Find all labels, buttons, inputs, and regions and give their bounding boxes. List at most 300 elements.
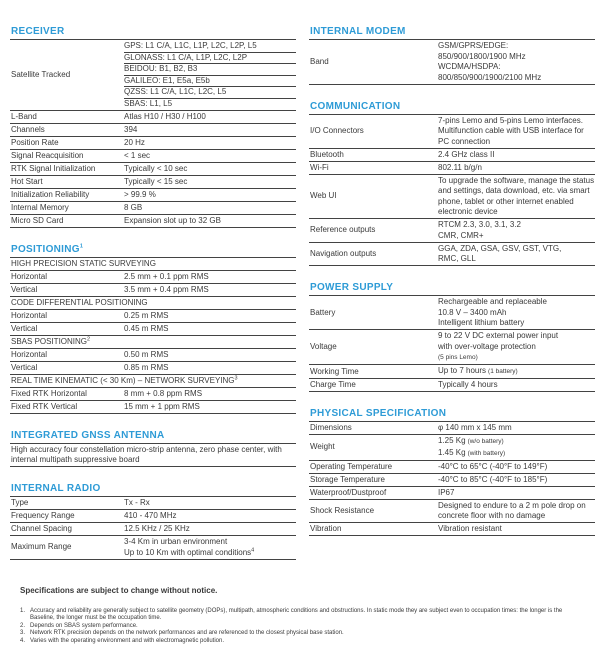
spec-row — [10, 510, 296, 523]
value-line — [438, 244, 595, 255]
spec-row — [10, 176, 296, 189]
spec-value — [436, 379, 595, 391]
value-line — [124, 524, 296, 535]
value-text: 394 — [124, 125, 137, 134]
value-small-text: (1 battery) — [488, 368, 518, 375]
footnote-item — [20, 630, 580, 638]
spec-value — [122, 137, 296, 149]
spec-row — [309, 296, 595, 330]
spec-value — [122, 349, 296, 361]
value-line — [124, 402, 296, 413]
spec-label: Horizontal — [10, 310, 122, 322]
spec-value — [436, 219, 595, 242]
value-line — [124, 125, 296, 136]
spec-value — [122, 536, 296, 559]
value-text: RMC, GLL — [438, 254, 476, 263]
value-text: 3-4 Km in urban environment — [124, 537, 227, 546]
spec-value — [122, 510, 296, 522]
spec-value — [436, 422, 595, 434]
spec-row — [10, 323, 296, 336]
section-title-text: COMMUNICATION — [310, 101, 400, 112]
spec-value — [436, 435, 595, 460]
section-title — [10, 483, 296, 497]
right-column — [309, 26, 595, 552]
value-line — [124, 511, 296, 522]
footer — [10, 576, 592, 645]
spec-value — [122, 111, 296, 123]
section-title-text: RECEIVER — [11, 26, 65, 37]
spec-row — [309, 487, 595, 500]
value-text: CMR, CMR+ — [438, 231, 484, 240]
section-title — [10, 244, 296, 258]
value-line — [124, 537, 296, 548]
footnote-text: Accuracy and reliability are generally subject to satellite geometry (DOPs), multipath, atmospheric conditions and obstructions. In static mode they are subject even to occupation times: the longer is the Baseline, the longer must be the occupation time. — [30, 608, 580, 623]
spec-section — [309, 282, 595, 392]
value-text: RTCM 2.3, 3.0, 3.1, 3.2 — [438, 220, 521, 229]
spec-table — [309, 422, 595, 536]
spec-section — [309, 408, 595, 536]
spec-value — [122, 163, 296, 175]
spec-row — [10, 202, 296, 215]
spec-label: Working Time — [309, 365, 436, 378]
value-line — [124, 548, 296, 559]
subheader-text: SBAS POSITIONING — [11, 337, 87, 346]
value-text: 410 - 470 MHz — [124, 511, 176, 520]
footer-notice: Specifications are subject to change without notice. — [15, 586, 582, 595]
value-text: Tx - Rx — [124, 498, 150, 507]
spec-label: Horizontal — [10, 271, 122, 283]
value-line — [438, 488, 595, 499]
value-line — [124, 87, 296, 99]
value-line — [438, 462, 595, 473]
spec-table — [309, 115, 595, 267]
spec-label: Hot Start — [10, 176, 122, 188]
spec-row — [10, 401, 296, 414]
spec-label: I/O Connectors — [309, 115, 436, 148]
spec-value — [436, 365, 595, 378]
value-text: with over-voltage protection — [438, 342, 536, 351]
spec-label: Signal Reacquisition — [10, 150, 122, 162]
table-text-row — [10, 444, 296, 468]
value-line — [124, 53, 296, 65]
spec-row — [309, 330, 595, 365]
value-text: Vibration resistant — [438, 524, 502, 533]
value-line — [124, 350, 296, 361]
spec-label: Maximum Range — [10, 536, 122, 559]
value-line — [438, 116, 595, 148]
table-subheader — [10, 258, 296, 271]
value-text: Atlas H10 / H30 / H100 — [124, 112, 206, 121]
spec-section — [10, 483, 296, 560]
spec-value — [122, 124, 296, 136]
left-column — [10, 26, 296, 576]
value-line — [124, 151, 296, 162]
subheader-text: HIGH PRECISION STATIC SURVEYING — [11, 259, 156, 268]
spec-value — [122, 401, 296, 413]
value-line — [124, 389, 296, 400]
spec-row — [10, 137, 296, 150]
value-text: SBAS: L1, L5 — [124, 99, 172, 108]
footnote-number: 3. — [20, 630, 30, 638]
value-text: IP67 — [438, 488, 454, 497]
value-text: GGA, ZDA, GSA, GSV, GST, VTG, — [438, 244, 561, 253]
spec-label: RTK Signal Initialization — [10, 163, 122, 175]
spec-row — [309, 243, 595, 267]
value-text: Designed to endure to a 2 m pole drop on concrete floor with no damage — [438, 501, 586, 521]
footnote-ref: 3 — [235, 375, 238, 381]
spec-row — [309, 474, 595, 487]
spec-label: Frequency Range — [10, 510, 122, 522]
value-line — [124, 138, 296, 149]
spec-label: Operating Temperature — [309, 461, 436, 473]
value-line — [438, 448, 595, 460]
spec-section — [309, 26, 595, 85]
spec-value — [122, 523, 296, 535]
value-text: 10.8 V – 3400 mAh — [438, 308, 507, 317]
value-line — [438, 380, 595, 391]
spec-section — [10, 430, 296, 468]
section-title — [309, 408, 595, 422]
value-text: 0.85 m RMS — [124, 363, 168, 372]
value-text: 8 mm + 0.8 ppm RMS — [124, 389, 202, 398]
spec-row — [309, 40, 595, 85]
value-line — [438, 73, 595, 84]
value-line — [438, 254, 595, 265]
spec-table — [309, 296, 595, 392]
value-text: -40°C to 65°C (-40°F to 149°F) — [438, 462, 547, 471]
value-line — [124, 203, 296, 214]
spec-value — [122, 497, 296, 509]
value-line — [124, 498, 296, 509]
spec-row — [10, 215, 296, 228]
value-text: 9 to 22 V DC external power input — [438, 331, 558, 340]
spec-value — [436, 115, 595, 148]
spec-value — [122, 176, 296, 188]
value-line — [438, 366, 595, 378]
spec-row — [309, 523, 595, 536]
value-line — [438, 62, 595, 73]
value-text: Typically 4 hours — [438, 380, 498, 389]
value-text: 2.4 GHz class II — [438, 150, 494, 159]
spec-row — [10, 362, 296, 375]
spec-table — [10, 40, 296, 228]
subheader-label — [10, 297, 296, 309]
spec-row — [10, 189, 296, 202]
section-title-text: INTEGRATED GNSS ANTENNA — [11, 430, 165, 441]
value-line — [124, 177, 296, 188]
spec-label: Fixed RTK Horizontal — [10, 388, 122, 400]
value-text: < 1 sec — [124, 151, 150, 160]
spec-label: Battery — [309, 296, 436, 329]
value-text: WCDMA/HSDPA: — [438, 62, 501, 71]
value-text: Up to 7 hours — [438, 366, 486, 375]
spec-row — [309, 500, 595, 524]
table-subheader — [10, 375, 296, 388]
value-line — [124, 190, 296, 201]
spec-label: Storage Temperature — [309, 474, 436, 486]
value-text: 20 Hz — [124, 138, 145, 147]
value-text: 0.45 m RMS — [124, 324, 168, 333]
value-text: φ 140 mm x 145 mm — [438, 423, 512, 432]
value-small-text: (5 pins Lemo) — [438, 354, 478, 361]
spec-value — [436, 523, 595, 535]
section-title — [309, 282, 595, 296]
spec-section — [309, 101, 595, 267]
value-text: Intelligent lithium battery — [438, 318, 524, 327]
value-line — [124, 76, 296, 88]
value-small-text: (with battery) — [468, 450, 506, 457]
spec-label: Wi-Fi — [309, 162, 436, 174]
spec-row — [309, 175, 595, 220]
footnote-ref: 1 — [80, 243, 83, 249]
spec-row — [10, 523, 296, 536]
value-text: Typically < 15 sec — [124, 177, 187, 186]
spec-value — [436, 474, 595, 486]
value-text: Expansion slot up to 32 GB — [124, 216, 221, 225]
spec-label: L-Band — [10, 111, 122, 123]
footnote-ref: 2 — [87, 336, 90, 342]
spec-row — [309, 422, 595, 435]
subheader-text: CODE DIFFERENTIAL POSITIONING — [11, 298, 148, 307]
section-title — [10, 26, 296, 40]
subheader-label — [10, 336, 296, 348]
value-line — [438, 176, 595, 218]
value-line — [438, 308, 595, 319]
section-title-text: INTERNAL MODEM — [310, 26, 406, 37]
value-text: 8 GB — [124, 203, 142, 212]
spec-row — [309, 461, 595, 474]
value-line — [124, 112, 296, 123]
value-line — [438, 331, 595, 342]
spec-value — [436, 330, 595, 364]
spec-label: Horizontal — [10, 349, 122, 361]
spec-section — [10, 244, 296, 414]
footnote-item — [20, 623, 580, 631]
spec-row — [10, 284, 296, 297]
value-line — [438, 501, 595, 522]
footnote-ref: 4 — [251, 547, 254, 553]
value-line — [124, 41, 296, 53]
spec-label: Micro SD Card — [10, 215, 122, 227]
spec-row — [309, 149, 595, 162]
spec-value — [436, 162, 595, 174]
value-line — [438, 342, 595, 353]
footnote-text: Network RTK precision depends on the network performances and are referenced to the closest physical base station. — [30, 630, 580, 638]
value-line — [438, 423, 595, 434]
value-text: BEIDOU: B1, B2, B3 — [124, 64, 197, 73]
spec-row — [309, 219, 595, 243]
spec-value — [436, 500, 595, 523]
value-line — [438, 231, 595, 242]
value-text: 1.25 Kg — [438, 436, 466, 445]
spec-value — [122, 362, 296, 374]
spec-label: Satellite Tracked — [10, 40, 122, 110]
spec-row — [10, 150, 296, 163]
table-subheader — [10, 336, 296, 349]
spec-label: Vertical — [10, 323, 122, 335]
spec-value — [436, 461, 595, 473]
value-line — [124, 64, 296, 76]
spec-row — [10, 124, 296, 137]
footnote-text: Varies with the operating environment and with electromagnetic pollution. — [30, 638, 580, 645]
footnote-text: Depends on SBAS system performance. — [30, 623, 580, 631]
spec-label: Voltage — [309, 330, 436, 364]
value-line — [438, 524, 595, 535]
spec-value — [122, 215, 296, 227]
spec-row — [309, 435, 595, 461]
table-subheader — [10, 297, 296, 310]
value-line — [124, 99, 296, 110]
spec-label: Fixed RTK Vertical — [10, 401, 122, 413]
spec-value — [436, 175, 595, 219]
spec-label: Vertical — [10, 362, 122, 374]
spec-row — [10, 349, 296, 362]
spec-row — [10, 40, 296, 111]
section-title-text: INTERNAL RADIO — [11, 483, 101, 494]
value-line — [124, 272, 296, 283]
value-line — [438, 41, 595, 52]
value-text: -40°C to 85°C (-40°F to 185°F) — [438, 475, 547, 484]
spec-label: Bluetooth — [309, 149, 436, 161]
spec-row — [10, 163, 296, 176]
spec-row — [10, 497, 296, 510]
subheader-text: REAL TIME KINEMATIC (< 30 Km) – NETWORK SURVEYING — [11, 376, 235, 385]
spec-row — [10, 388, 296, 401]
spec-label: Vibration — [309, 523, 436, 535]
spec-label: Channels — [10, 124, 122, 136]
footnote-number: 2. — [20, 623, 30, 631]
footnotes-list — [15, 608, 582, 645]
value-line — [438, 436, 595, 448]
spec-row — [10, 310, 296, 323]
value-line — [124, 311, 296, 322]
section-title — [309, 26, 595, 40]
footnote-item — [20, 608, 580, 623]
spec-value — [122, 150, 296, 162]
footnote-number: 1. — [20, 608, 30, 623]
value-line — [124, 285, 296, 296]
spec-value — [436, 243, 595, 266]
spec-value — [122, 323, 296, 335]
footnote-item — [20, 638, 580, 645]
subheader-label — [10, 375, 296, 387]
spec-value — [436, 40, 595, 84]
spec-table — [309, 40, 595, 85]
value-text: GSM/GPRS/EDGE: — [438, 41, 508, 50]
value-text: 0.50 m RMS — [124, 350, 168, 359]
spec-label: Vertical — [10, 284, 122, 296]
spec-row — [309, 365, 595, 379]
spec-value — [436, 487, 595, 499]
description-text: High accuracy four constellation micro-strip antenna, zero phase center, with internal multipath suppressive board — [10, 444, 296, 467]
spec-value — [436, 296, 595, 329]
value-text: 0.25 m RMS — [124, 311, 168, 320]
value-line — [438, 163, 595, 174]
value-line — [438, 475, 595, 486]
spec-columns — [10, 26, 592, 576]
spec-section — [10, 26, 296, 228]
spec-label: Type — [10, 497, 122, 509]
spec-label: Position Rate — [10, 137, 122, 149]
subheader-label — [10, 258, 296, 270]
value-text: GPS: L1 C/A, L1C, L1P, L2C, L2P, L5 — [124, 41, 257, 50]
spec-row — [10, 271, 296, 284]
spec-label: Band — [309, 40, 436, 84]
value-text: Up to 10 Km with optimal conditions — [124, 548, 251, 557]
spec-row — [10, 111, 296, 124]
spec-label: Waterproof/Dustproof — [309, 487, 436, 499]
spec-label: Dimensions — [309, 422, 436, 434]
value-line — [438, 318, 595, 329]
value-text: 1.45 Kg — [438, 448, 466, 457]
value-line — [124, 164, 296, 175]
spec-row — [10, 536, 296, 560]
value-text: 3.5 mm + 0.4 ppm RMS — [124, 285, 209, 294]
spec-row — [309, 379, 595, 392]
section-title-text: POWER SUPPLY — [310, 282, 393, 293]
spec-label: Internal Memory — [10, 202, 122, 214]
spec-table — [10, 497, 296, 560]
value-text: 2.5 mm + 0.1 ppm RMS — [124, 272, 209, 281]
spec-table — [10, 258, 296, 414]
value-text: Typically < 10 sec — [124, 164, 187, 173]
spec-value — [122, 202, 296, 214]
value-line — [124, 363, 296, 374]
value-line — [438, 150, 595, 161]
spec-label: Weight — [309, 435, 436, 460]
value-line — [438, 220, 595, 231]
spec-label: Shock Resistance — [309, 500, 436, 523]
value-text: 802.11 b/g/n — [438, 163, 482, 172]
spec-value — [122, 189, 296, 201]
section-title-text: POSITIONING — [11, 244, 80, 255]
value-text: GALILEO: E1, E5a, E5b — [124, 76, 210, 85]
value-text: > 99.9 % — [124, 190, 156, 199]
value-text: To upgrade the software, manage the status and settings, data download, etc. via smart phone, tablet or other internet enabled electronic device — [438, 176, 594, 217]
value-text: 7-pins Lemo and 5-pins Lemo interfaces. Multifunction cable with USB interface for PC connection — [438, 116, 584, 146]
footnote-number: 4. — [20, 638, 30, 645]
value-line — [438, 297, 595, 308]
value-text: QZSS: L1 C/A, L1C, L2C, L5 — [124, 87, 226, 96]
section-title — [309, 101, 595, 115]
value-text: GLONASS: L1 C/A, L1P, L2C, L2P — [124, 53, 247, 62]
spec-row — [309, 162, 595, 175]
spec-value — [122, 310, 296, 322]
value-line — [124, 216, 296, 227]
value-text: Rechargeable and replaceable — [438, 297, 547, 306]
value-small-text: (w/o battery) — [468, 438, 504, 445]
spec-label: Web UI — [309, 175, 436, 219]
spec-label: Navigation outputs — [309, 243, 436, 266]
spec-label: Channel Spacing — [10, 523, 122, 535]
spec-label: Charge Time — [309, 379, 436, 391]
value-text: 15 mm + 1 ppm RMS — [124, 402, 200, 411]
section-title — [10, 430, 296, 444]
spec-value — [122, 284, 296, 296]
section-title-text: PHYSICAL SPECIFICATION — [310, 408, 446, 419]
value-text: 12.5 KHz / 25 KHz — [124, 524, 190, 533]
spec-row — [309, 115, 595, 149]
value-text: 800/850/900/1900/2100 MHz — [438, 73, 541, 82]
spec-value — [122, 40, 296, 110]
spec-table — [10, 444, 296, 468]
value-line — [438, 52, 595, 63]
value-line — [124, 324, 296, 335]
value-text: 850/900/1800/1900 MHz — [438, 52, 526, 61]
spec-value — [122, 388, 296, 400]
spec-label: Reference outputs — [309, 219, 436, 242]
value-line — [438, 352, 595, 364]
